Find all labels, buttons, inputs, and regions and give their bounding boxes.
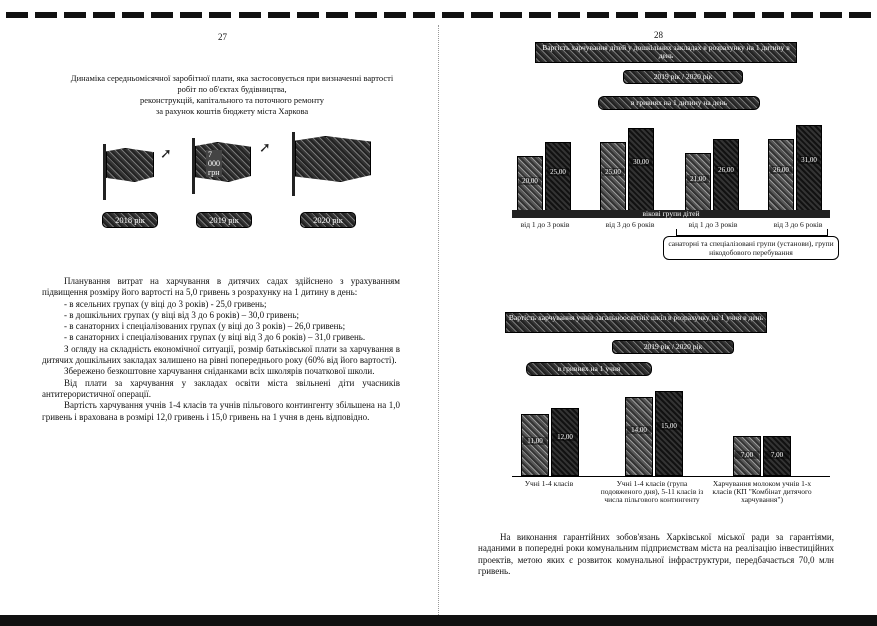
bottom-border: [0, 615, 877, 626]
paragraph: На виконання гарантійних зобов'язань Харківської міської ради за гарантіями, наданими в попередні роки комунальним підприємствам міста на реалізацію інвестиційних проектів, метою яких є розвиток комунальної інфраструктури, передбачається 70,0 млн гривень.: [478, 532, 834, 576]
bar-value-label: 25,00: [602, 168, 624, 176]
paragraph: З огляду на складність економічної ситуації, розмір батьківської плати за харчування в дитячих дошкільних закладах залишено на рівні попереднього року (60% від його вартості).: [42, 343, 400, 366]
bar: [625, 397, 653, 476]
chart2-title: Вартість харчування учнів загальноосвітніх шкіл в розрахунку на 1 учня в день: [505, 312, 767, 333]
bar-value-label: 12,00: [553, 433, 577, 441]
flag-value: 7 000 грн: [208, 150, 220, 177]
right-body-text: [478, 532, 834, 577]
title-line: за рахунок коштів бюджету міста Харкова: [155, 106, 309, 116]
list-item: - в ясельних групах (у віці до 3 років) - 25,0 гривень;: [64, 298, 267, 309]
chart1-x-label: від 1 до 3 років: [520, 220, 570, 229]
bar-value-label: 30,00: [630, 158, 652, 166]
bar: [517, 156, 543, 212]
list-item: - в санаторних і спеціалізованих групах (у віці до 3 років) – 26,0 гривень;: [64, 321, 346, 332]
title-line: Динаміка середньомісячної заробітної плати, яка застосовується при визначенні вартості: [70, 73, 394, 83]
chart1-x-label: від 3 до 6 років: [605, 220, 655, 229]
chart2-years: 2019 рік / 2020 рік: [612, 340, 734, 354]
left-title: [42, 73, 422, 117]
year-pill-2020: 2020 рік: [300, 212, 356, 228]
bar-value-label: 14,00: [627, 426, 651, 434]
bar: [733, 436, 761, 476]
bracket: [676, 229, 828, 236]
title-line: реконструкцій, капітального та поточного ремонту: [140, 95, 324, 105]
list-item: - в дошкільних групах (у віці від 3 до 6 років) – 30,0 гривень;: [64, 309, 299, 320]
bar: [796, 125, 822, 212]
chart2-plot: [512, 380, 830, 476]
chart2-unit: в гривнях на 1 учня: [526, 362, 652, 376]
bar: [521, 414, 549, 476]
page-fold: [438, 25, 440, 615]
bar: [685, 153, 711, 212]
paragraph: Збережено безкоштовне харчування сніданками всіх школярів початкової школи.: [64, 366, 375, 377]
year-pill-2019: 2019 рік: [196, 212, 252, 228]
left-body-text: [42, 276, 400, 423]
bar: [768, 139, 794, 212]
chart1-x-label: від 3 до 6 років: [773, 220, 823, 229]
bar: [600, 142, 626, 212]
chart1-axis-title: вікові групи дітей: [512, 210, 830, 218]
chart1-plot: [512, 114, 830, 212]
bar: [628, 128, 654, 212]
chart1-x-label: від 1 до 3 років: [688, 220, 738, 229]
title-line: робіт по об'єктах будівництва,: [177, 84, 287, 94]
bar: [763, 436, 791, 476]
bar-value-label: 26,00: [770, 166, 792, 174]
bar-value-label: 11,00: [523, 437, 547, 445]
paragraph: Від плати за харчування у закладах освіти міста звільнені діти учасників антитерористичної операції.: [42, 377, 400, 399]
bar-value-label: 7,00: [765, 451, 789, 459]
top-dash-border: [0, 12, 877, 20]
list-item: - в санаторних і спеціалізованих групах (у віці від 3 до 6 років) – 31,0 гривень.: [64, 332, 366, 343]
bar: [551, 408, 579, 476]
bar-value-label: 31,00: [798, 156, 820, 164]
bar-value-label: 21,00: [687, 175, 709, 183]
chart1-years: 2019 рік / 2020 рік: [623, 70, 743, 84]
chart2-x-label: Харчування молоком учнів 1-х класів (КП "Комбінат дитячого харчування"): [712, 479, 812, 504]
bar-value-label: 15,00: [657, 422, 681, 430]
chart2-x-label: Учні 1-4 класів: [524, 479, 574, 488]
year-pill-2018: 2018 рік: [102, 212, 158, 228]
chart1-bracket-note: санаторні та спеціалізовані групи (установи), групи нікодобового перебування: [663, 236, 839, 260]
bar-value-label: 20,00: [519, 177, 541, 185]
paragraph: Планування витрат на харчування в дитячих садах здійснено з урахуванням підвищення розміру його вартості на 5,0 гривень з розрахунку на 1 дитину в день:: [42, 276, 400, 298]
chart2-baseline: [512, 476, 830, 477]
chart1-title: Вартість харчування дітей у дошкільних закладах в розрахунку на 1 дитину в день: [535, 42, 797, 63]
paragraph: Вартість харчування учнів 1-4 класів та учнів пільгового контингенту збільшена на 1,0 гривень і врахована в розмірі 12,0 гривень і 15,0 гривень на 1 учня в день відповідно.: [42, 400, 400, 422]
bar-value-label: 26,00: [715, 166, 737, 174]
page-number-left: 27: [218, 32, 227, 42]
arrow-icon: ➚: [259, 141, 271, 156]
bar: [713, 139, 739, 212]
bar-value-label: 7,00: [735, 451, 759, 459]
arrow-icon: ➚: [160, 147, 172, 162]
bar: [545, 142, 571, 212]
page-number-right: 28: [654, 30, 663, 40]
chart2-x-label: Учні 1-4 класів (група подовженого дня), 5-11 класів із числа пільгового контингенту: [600, 479, 704, 504]
bar-value-label: 25,00: [547, 168, 569, 176]
chart1-unit: в гривнях на 1 дитину на день: [598, 96, 760, 110]
bar: [655, 391, 683, 476]
